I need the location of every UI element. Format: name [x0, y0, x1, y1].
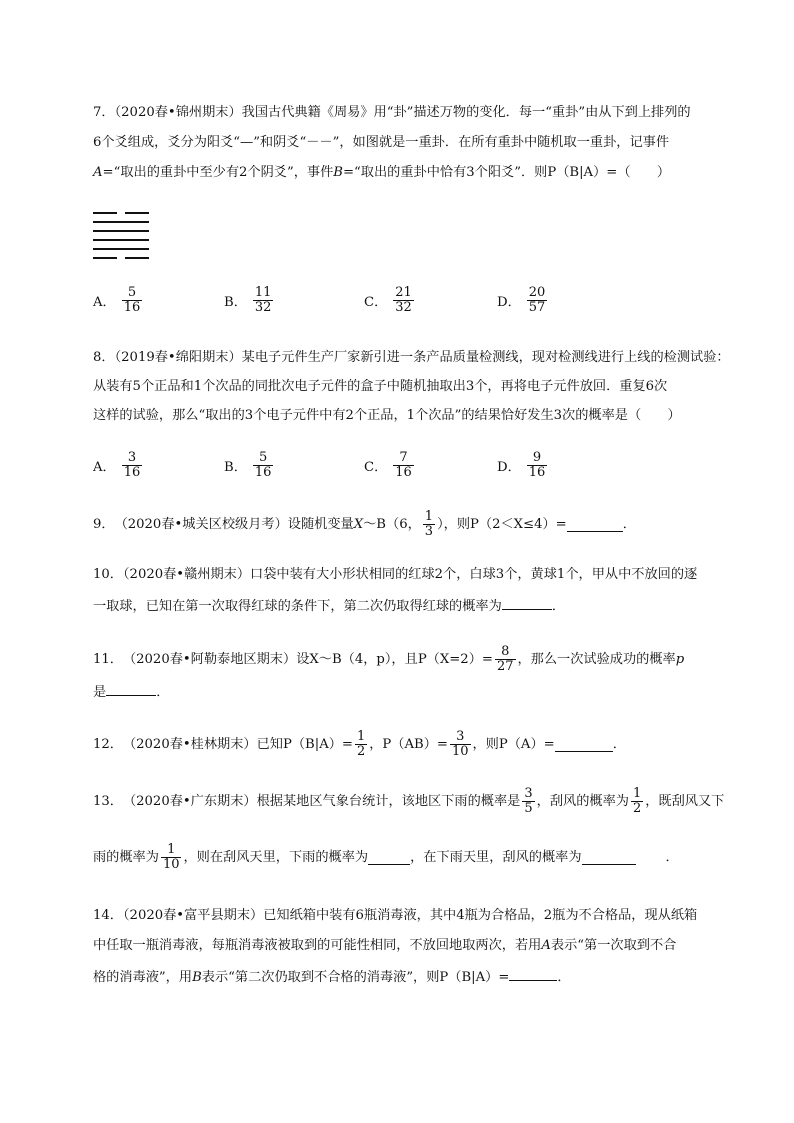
denominator: 27 [496, 659, 514, 674]
q12-text: 已知 [256, 736, 283, 752]
q8-number: 8． [93, 350, 115, 365]
numerator: 20 [528, 285, 546, 300]
q12-answer-blank[interactable] [555, 737, 613, 752]
q8-source: （2019春•绵阳期末） [114, 350, 242, 365]
q8-line-1 [93, 348, 730, 368]
q10-source: （2020春•赣州期末） [122, 567, 251, 582]
denominator: 16 [395, 465, 412, 480]
q14-text: 表示“第一次取到不合 [550, 938, 677, 953]
q12-fraction-1 [355, 730, 367, 759]
q8-line-3: 这样的试验，那么“取出的3个电子元件中有2个正品，1个次品”的结果恰好发生3次的概率是（ ） [93, 408, 681, 423]
q12-line-1 [93, 730, 626, 759]
variable-p: p [675, 651, 685, 667]
denominator: 16 [123, 465, 141, 480]
variable-x: X [353, 516, 364, 532]
q14-source: （2020春•富平县期末） [122, 908, 264, 923]
denominator: 2 [632, 801, 642, 816]
option-label: B． [224, 295, 247, 310]
option-fraction [393, 286, 414, 315]
q7-line1-text: 我国古代典籍《周易》用“卦”描述万物的变化．每一“重卦”由从下到上排列的 [241, 105, 691, 120]
q7-number: 7． [93, 105, 115, 120]
option-fraction [393, 451, 414, 480]
q13-answer-blank-1[interactable] [368, 850, 410, 865]
q8-option-a[interactable] [93, 451, 144, 480]
q10-line-1 [93, 565, 697, 585]
event-b: B [333, 165, 343, 180]
q7-line-1 [93, 103, 691, 123]
numerator: 7 [399, 450, 408, 465]
q9-source: （2020春•城关区校级月考） [114, 516, 288, 532]
q9-text: ～B（6， [363, 516, 421, 532]
q13-text: ，既刮风又下 [645, 793, 725, 809]
q14-line-1 [93, 906, 697, 926]
numerator: 9 [532, 450, 542, 465]
q7-option-b[interactable] [224, 286, 275, 315]
event-a: A [541, 938, 551, 953]
q11-text: ，那么一次试验成功的概率 [517, 651, 676, 667]
period: ． [622, 516, 636, 532]
option-label: D． [497, 295, 521, 310]
q13-fraction-3 [161, 843, 182, 872]
q12-expression: ，则P（A）= [472, 736, 555, 752]
denominator: 32 [395, 300, 412, 315]
q10-number: 10． [93, 567, 123, 582]
denominator: 5 [524, 801, 533, 816]
q11-fraction [495, 645, 516, 674]
q13-source: （2020春•广东期末） [122, 793, 257, 809]
denominator: 10 [451, 744, 469, 759]
denominator: 16 [123, 300, 141, 315]
q14-line-2 [93, 936, 676, 956]
q14-text: 表示“第二次仍取到不合格的消毒液”，则P（B|A）= [201, 970, 510, 985]
q9-expression: P（2＜X≤4）= [470, 516, 567, 532]
denominator: 32 [254, 300, 272, 315]
numerator: 21 [395, 285, 412, 300]
q9-fraction [423, 510, 435, 539]
q14-answer-blank[interactable] [509, 966, 557, 981]
denominator: 3 [424, 524, 434, 539]
q7-text: =“取出的重卦中至少有2个阴爻”，事件 [102, 165, 334, 180]
numerator: 3 [456, 729, 465, 744]
option-fraction [122, 451, 143, 480]
q11-line-2 [93, 681, 169, 703]
q14-text: 中任取一瓶消毒液，每瓶消毒液被取到的可能性相同，不放回地取两次，若用 [93, 938, 542, 953]
period: ． [557, 970, 571, 985]
q13-fraction-2 [631, 787, 643, 816]
q13-line-1 [93, 787, 724, 816]
q9-line-1 [93, 510, 636, 539]
q7-option-d[interactable] [497, 286, 549, 315]
period: ． [612, 736, 626, 752]
numerator: 1 [167, 842, 176, 857]
q10-line1-text: 口袋中装有大小形状相同的红球2个，白球3个，黄球1个，甲从中不放回的逐 [250, 567, 698, 582]
q12-expression: ，P（AB）= [369, 736, 448, 752]
q14-line-3 [93, 966, 571, 988]
q11-number: 11． [93, 651, 123, 667]
q10-text: 一取球，已知在第一次取得红球的条件下，第二次仍取得红球的概率为 [93, 599, 502, 614]
q7-text: =“取出的重卦中恰有3个阳爻”．则 [342, 165, 548, 180]
period: ． [551, 599, 565, 614]
q12-fraction-2 [450, 730, 471, 759]
q13-text: 根据某地区气象台统计，该地区下雨的概率是 [256, 793, 521, 809]
q11-text: 是 [93, 685, 107, 700]
numerator: 5 [259, 450, 268, 465]
numerator: 8 [501, 644, 510, 659]
q8-option-d[interactable] [497, 451, 549, 480]
q7-option-a[interactable] [93, 286, 144, 315]
q10-answer-blank[interactable] [502, 595, 552, 610]
option-fraction [122, 286, 143, 315]
event-a: A [93, 165, 103, 180]
option-label: C． [364, 295, 388, 310]
denominator: 16 [528, 465, 546, 480]
q11-text: X～B（4，p），且 [309, 651, 418, 667]
option-fraction [527, 451, 548, 480]
q11-answer-blank[interactable] [106, 681, 156, 696]
q9-text: 设随机变量 [287, 516, 354, 532]
q7-question: P（B|A）=（ ） [547, 165, 671, 180]
hexagram-figure [93, 210, 151, 260]
q12-expression: P（B|A）= [283, 736, 353, 752]
q13-number: 13． [93, 793, 123, 809]
q7-line-3 [93, 163, 670, 183]
q13-line-2 [93, 843, 679, 872]
event-b: B [192, 970, 202, 985]
q11-expression: P（X=2）= [417, 651, 493, 667]
q13-answer-blank-2[interactable] [582, 850, 636, 865]
q9-answer-blank[interactable] [567, 517, 623, 532]
numerator: 11 [254, 285, 272, 300]
q14-text: 格的消毒液”，用 [93, 970, 193, 985]
option-label: C． [364, 460, 388, 475]
period: ． [665, 849, 679, 865]
q12-number: 12． [93, 736, 123, 752]
period: ． [156, 685, 170, 700]
numerator: 5 [127, 285, 137, 300]
option-fraction [253, 286, 274, 315]
denominator: 2 [356, 744, 366, 759]
q13-text: ，则在刮风天里，下雨的概率为 [183, 849, 369, 865]
numerator: 1 [632, 786, 642, 801]
q7-line-2: 6个爻组成，爻分为阳爻“—”和阴爻“－－”，如图就是一重卦．在所有重卦中随机取一重卦，记事件 [93, 135, 670, 150]
q7-option-c[interactable] [364, 286, 416, 315]
denominator: 16 [254, 465, 272, 480]
denominator: 57 [528, 300, 546, 315]
q9-number: 9． [93, 516, 115, 532]
option-label: D． [497, 460, 521, 475]
q7-source: （2020春•锦州期末） [114, 105, 242, 120]
q13-text: ，在下雨天里，刮风的概率为 [410, 849, 582, 865]
q14-line1-text: 已知纸箱中装有6瓶消毒液，其中4瓶为合格品，2瓶为不合格品，现从纸箱 [263, 908, 698, 923]
q13-fraction-1 [522, 787, 534, 816]
numerator: 3 [524, 786, 533, 801]
q13-text: 雨的概率为 [93, 849, 159, 865]
q8-option-c[interactable] [364, 451, 416, 480]
q13-text: ，刮风的概率为 [536, 793, 629, 809]
q9-text: ），则 [437, 516, 471, 532]
numerator: 1 [356, 729, 366, 744]
q8-option-b[interactable] [224, 451, 275, 480]
q11-text: 设 [296, 651, 310, 667]
option-fraction [253, 451, 274, 480]
q10-line-2 [93, 595, 565, 617]
option-label: A． [93, 460, 116, 475]
q11-line-1 [93, 645, 684, 674]
q14-number: 14． [93, 908, 123, 923]
numerator: 1 [424, 509, 434, 524]
q11-source: （2020春•阿勒泰地区期末） [122, 651, 297, 667]
q12-source: （2020春•桂林期末） [122, 736, 257, 752]
q8-line-2: 从装有5个正品和1个次品的同批次电子元件的盒子中随机抽取出3个，再将电子元件放回．重复6次 [93, 379, 668, 394]
option-label: A． [93, 295, 116, 310]
numerator: 3 [127, 450, 137, 465]
denominator: 10 [162, 857, 180, 872]
q8-line1-text: 某电子元件生产厂家新引进一条产品质量检测线，现对检测线进行上线的检测试验： [241, 350, 730, 365]
option-fraction [527, 286, 548, 315]
option-label: B． [224, 460, 247, 475]
